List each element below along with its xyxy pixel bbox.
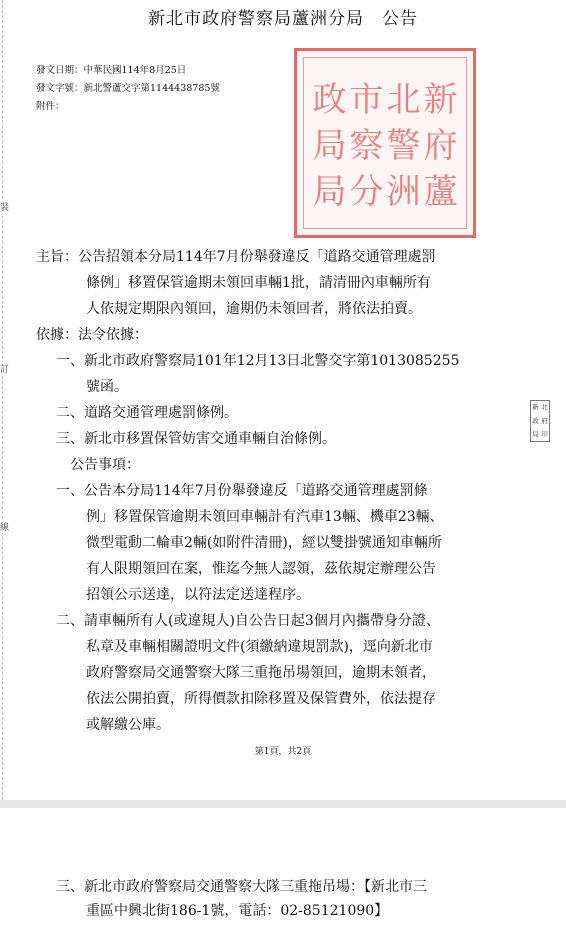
notice-item-1-line-4: 有人限期領回在案，惟迄今無人認領，茲依規定辦理公告 (86, 561, 436, 577)
document-page-2 (0, 808, 566, 928)
page-number: 第1頁，共2頁 (254, 747, 312, 757)
binding-char-xian: 線 (0, 520, 9, 533)
small-seal-glyph: 印 (541, 430, 548, 439)
seal-glyph: 洲 (386, 172, 421, 212)
notice-heading: 公告事項： (70, 457, 140, 473)
seal-glyph: 分 (349, 172, 384, 212)
notice-item-1-line-5: 招領公示送達，以符法定送達程序。 (86, 587, 310, 603)
seal-glyph: 政 (312, 80, 347, 120)
notice-item-3-line-1: 三、新北市政府警察局交通警察大隊三重拖吊場：【新北市三 (56, 879, 427, 895)
seal-glyph: 府 (423, 126, 458, 166)
seal-glyph: 蘆 (423, 172, 458, 212)
small-seal-glyph: 局 (532, 430, 539, 439)
small-seal-glyph: 府 (541, 416, 548, 425)
basis-heading: 依據：法令依據： (36, 327, 148, 343)
seal-glyph: 市 (349, 80, 384, 120)
seal-glyph: 察 (349, 126, 384, 166)
notice-item-1-line-2: 例」移置保管逾期未領回車輛計有汽車13輛、機車23輛、 (86, 509, 444, 525)
notice-item-1-line-3: 微型電動二輪車2輛(如附件清冊)，經以雙掛號通知車輛所 (86, 535, 442, 551)
subject-line-1: 主旨：公告招領本分局114年7月份舉發違反「道路交通管理處罰 (36, 249, 436, 265)
basis-item-3: 三、新北市移置保管妨害交通車輛自治條例。 (56, 431, 336, 447)
small-seal-glyph: 北 (541, 403, 548, 412)
small-seal-stamp (530, 400, 550, 442)
page-separator (0, 800, 566, 808)
small-seal-glyph: 新 (532, 403, 539, 412)
document-title: 新北市政府警察局蘆洲分局 公告 (148, 9, 418, 29)
seal-glyph: 警 (386, 126, 421, 166)
document-number: 發文字號：新北警蘆交字第1144438785號 (36, 83, 220, 94)
official-seal (294, 48, 476, 238)
issue-date: 發文日期：中華民國114年8月25日 (36, 65, 187, 76)
notice-item-2-line-5: 或解繳公庫。 (86, 717, 170, 733)
notice-item-2-line-3: 政府警察局交通警察大隊三重拖吊場領回，逾期未領者， (86, 665, 436, 681)
seal-glyph: 新 (423, 80, 458, 120)
attachment-label: 附件： (36, 101, 65, 112)
small-seal-glyph: 政 (532, 416, 539, 425)
notice-item-1-line-1: 一、公告本分局114年7月份舉發違反「道路交通管理處罰條 (56, 483, 428, 499)
seal-glyph: 局 (312, 172, 347, 212)
binding-line (2, 0, 4, 800)
binding-char-zhuang: 裝 (0, 200, 9, 213)
notice-item-2-line-2: 私章及車輛相關證明文件(須繳納違規罰款)，逕向新北市 (86, 639, 433, 655)
basis-item-2: 二、道路交通管理處罰條例。 (56, 405, 238, 421)
subject-line-2: 條例」移置保管逾期未領回車輛1批，請清冊內車輛所有 (86, 275, 431, 291)
notice-item-2-line-1: 二、請車輛所有人(或違規人)自公告日起3個月內攜帶身分證、 (56, 613, 440, 629)
subject-line-3: 人依規定期限內領回，逾期仍未領回者，將依法拍賣。 (86, 301, 422, 317)
seal-glyph: 北 (386, 80, 421, 120)
basis-item-1-line-1: 一、新北市政府警察局101年12月13日北警交字第1013085255 (56, 353, 460, 369)
seal-glyph: 局 (312, 126, 347, 166)
notice-item-2-line-4: 依法公開拍賣，所得價款扣除移置及保管費外，依法提存 (86, 691, 436, 707)
binding-char-ding: 訂 (0, 362, 9, 375)
notice-item-3-line-2: 重區中興北街186-1號，電話：02-85121090】 (86, 903, 389, 919)
basis-item-1-line-2: 號函。 (86, 379, 128, 395)
